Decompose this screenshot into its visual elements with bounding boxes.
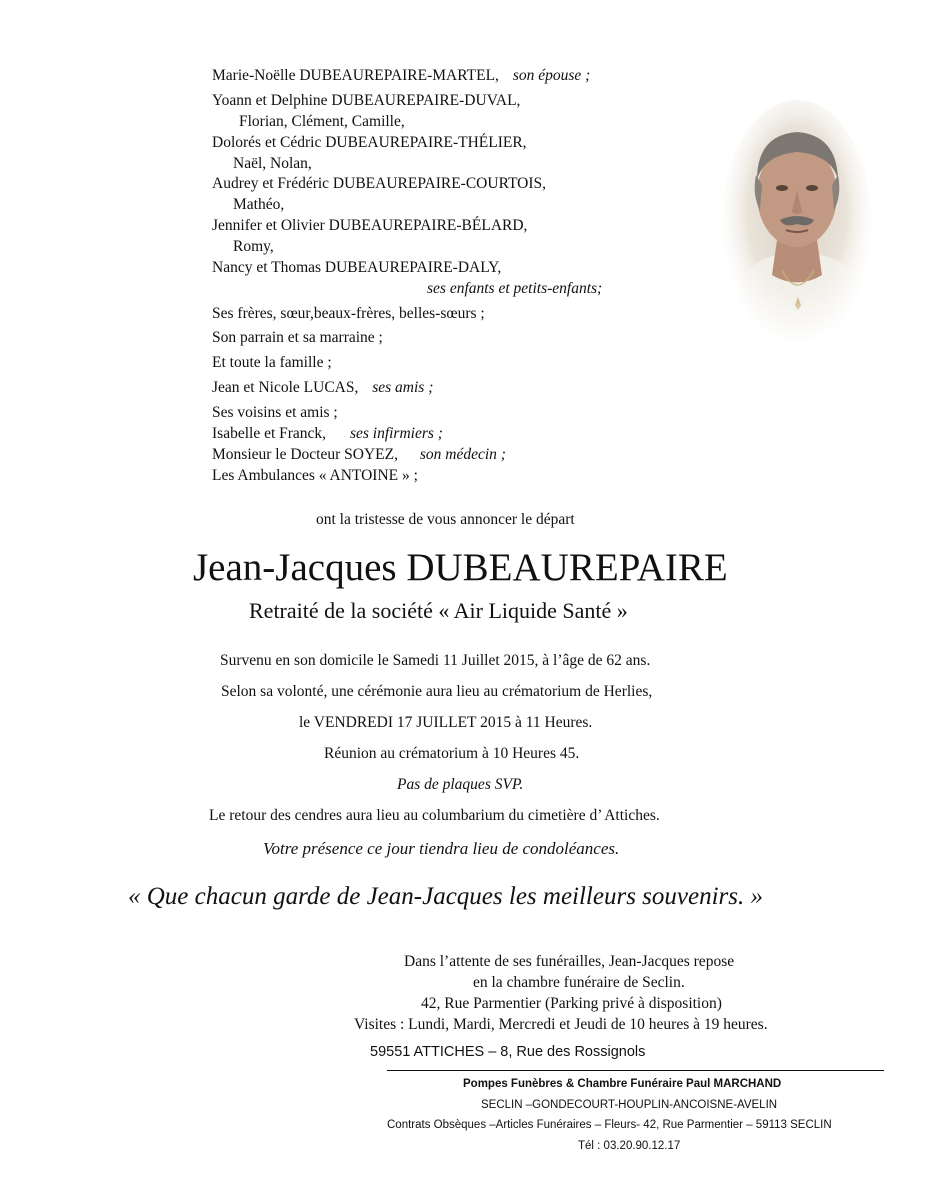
company-towns: SECLIN –GONDECOURT-HOUPLIN-ANCOISNE-AVELIN <box>481 1099 778 1111</box>
family-line: Dolorés et Cédric DUBEAUREPAIRE-THÉLIER, <box>212 134 527 151</box>
memorial-quote: « Que chacun garde de Jean-Jacques les meilleurs souvenirs. » <box>128 883 764 910</box>
company-services: Contrats Obsèques –Articles Funéraires – Fleurs- 42, Rue Parmentier – 59113 SECLIN <box>387 1119 832 1131</box>
family-role: son épouse ; <box>512 67 591 84</box>
condolences-note: Votre présence ce jour tiendra lieu de condoléances. <box>263 839 620 858</box>
deceased-subtitle: Retraité de la société « Air Liquide Santé » <box>249 598 628 623</box>
family-line: Audrey et Frédéric DUBEAUREPAIRE-COURTOIS, <box>212 175 547 192</box>
family-line: Jean et Nicole LUCAS, <box>212 379 359 396</box>
family-line: Ses voisins et amis ; <box>212 404 338 421</box>
footer-divider <box>387 1070 884 1071</box>
family-line: Romy, <box>233 238 274 255</box>
ceremony-date: le VENDREDI 17 JUILLET 2015 à 11 Heures. <box>299 714 593 731</box>
family-line: Son parrain et sa marraine ; <box>212 329 383 346</box>
deceased-name: Jean-Jacques DUBEAUREPAIRE <box>193 546 728 589</box>
company-phone: Tél : 03.20.90.12.17 <box>578 1140 681 1152</box>
family-role: ses amis ; <box>372 379 434 396</box>
family-line: Mathéo, <box>233 196 285 213</box>
family-line: Isabelle et Franck, <box>212 425 327 442</box>
no-plaques-note: Pas de plaques SVP. <box>397 776 524 793</box>
funeral-home-line: Dans l’attente de ses funérailles, Jean-Jacques repose <box>404 953 735 970</box>
funeral-home-line: en la chambre funéraire de Seclin. <box>473 974 685 991</box>
family-address: 59551 ATTICHES – 8, Rue des Rossignols <box>370 1044 646 1060</box>
family-role: ses infirmiers ; <box>349 425 443 442</box>
family-line: Nancy et Thomas DUBEAUREPAIRE-DALY, <box>212 259 502 276</box>
company-name: Pompes Funèbres & Chambre Funéraire Paul MARCHAND <box>463 1078 782 1090</box>
family-line: Naël, Nolan, <box>233 155 312 172</box>
portrait-photo <box>722 100 872 345</box>
family-line: Marie-Noëlle DUBEAUREPAIRE-MARTEL, <box>212 67 499 84</box>
funeral-home-line: 42, Rue Parmentier (Parking privé à disposition) <box>421 995 722 1012</box>
intro-text: ont la tristesse de vous annoncer le départ <box>316 511 575 528</box>
death-info: Survenu en son domicile le Samedi 11 Juillet 2015, à l’âge de 62 ans. <box>220 652 651 669</box>
family-line: Florian, Clément, Camille, <box>239 113 405 130</box>
family-line: Monsieur le Docteur SOYEZ, <box>212 446 398 463</box>
meeting-time: Réunion au crématorium à 10 Heures 45. <box>324 745 580 762</box>
ashes-info: Le retour des cendres aura lieu au columbarium du cimetière d’ Attiches. <box>209 807 660 824</box>
family-line: Jennifer et Olivier DUBEAUREPAIRE-BÉLARD, <box>212 217 528 234</box>
ceremony-info: Selon sa volonté, une cérémonie aura lieu au crématorium de Herlies, <box>221 683 653 700</box>
family-line: Yoann et Delphine DUBEAUREPAIRE-DUVAL, <box>212 92 521 109</box>
visiting-hours: Visites : Lundi, Mardi, Mercredi et Jeudi de 10 heures à 19 heures. <box>354 1016 768 1033</box>
family-line: Ses frères, sœur,beaux-frères, belles-sœurs ; <box>212 305 485 322</box>
family-line: Et toute la famille ; <box>212 354 332 371</box>
family-line: Les Ambulances « ANTOINE » ; <box>212 467 418 484</box>
family-role: ses enfants et petits-enfants; <box>427 280 603 297</box>
family-role: son médecin ; <box>419 446 506 463</box>
